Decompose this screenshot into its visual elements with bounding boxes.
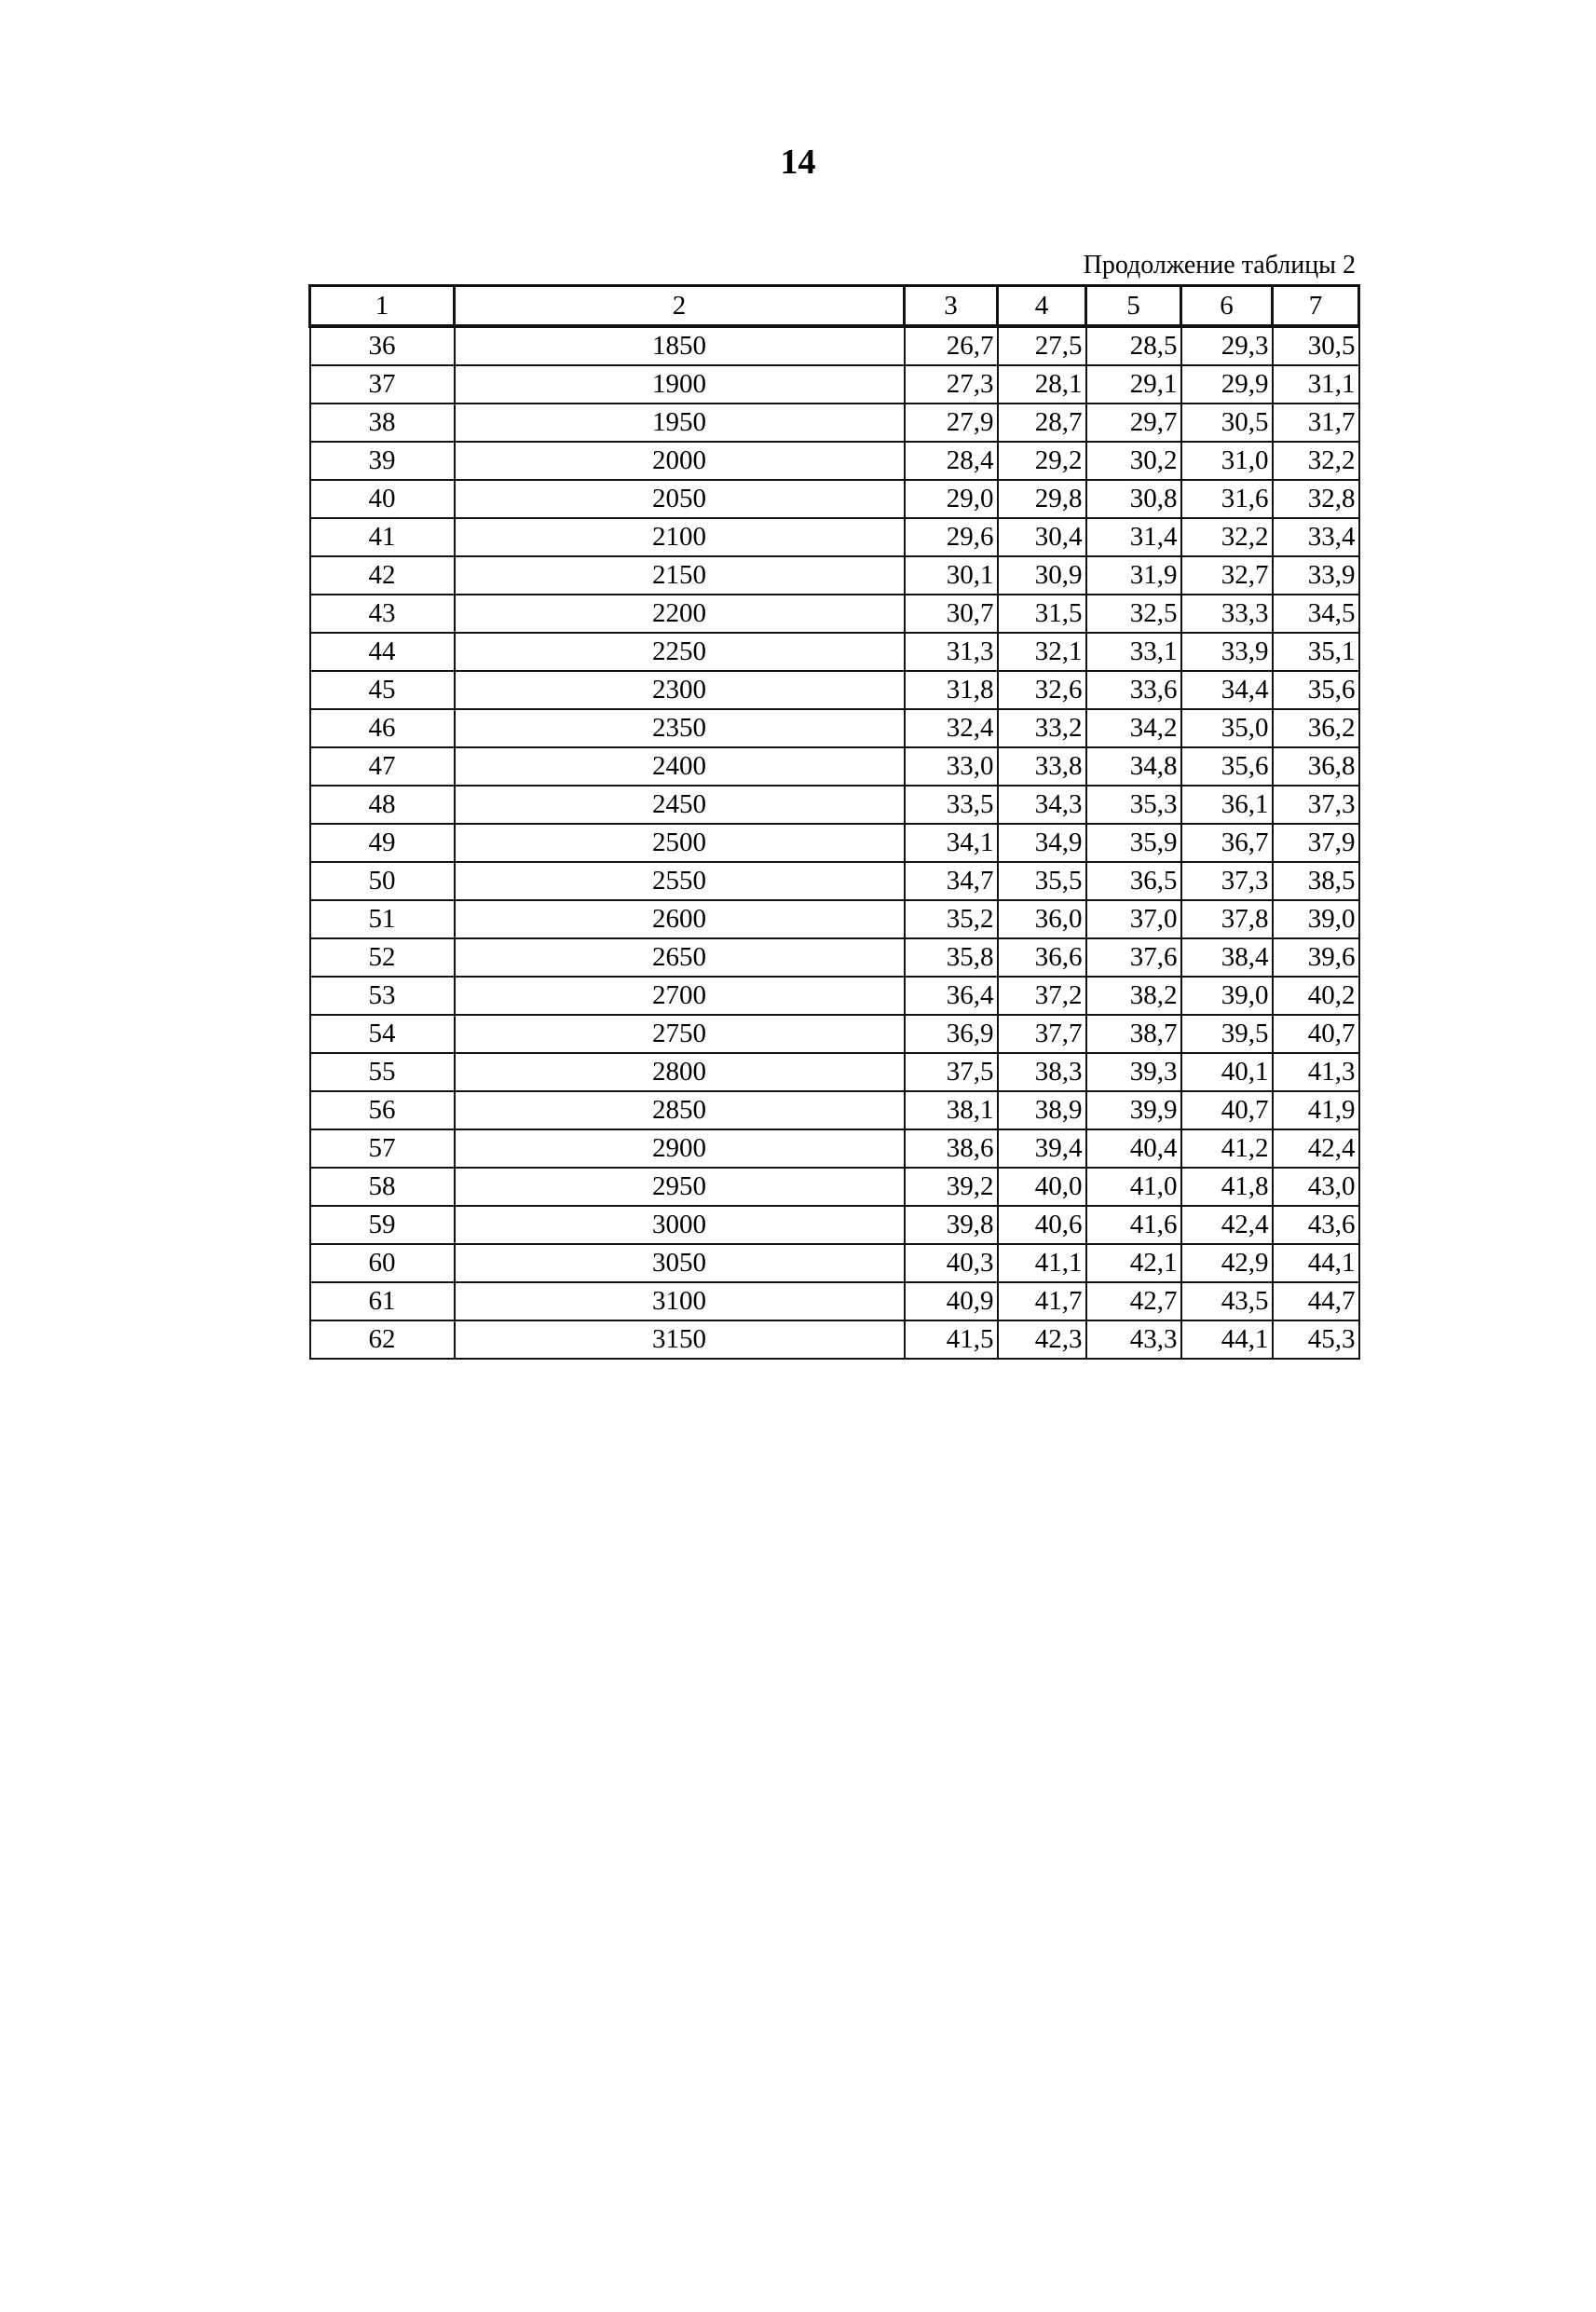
cell-col-7: 38,5	[1273, 862, 1359, 900]
cell-col-7: 37,3	[1273, 786, 1359, 824]
cell-col-1: 61	[310, 1282, 455, 1320]
table-row	[310, 786, 1359, 824]
cell-col-1: 54	[310, 1015, 455, 1053]
cell-col-1: 45	[310, 671, 455, 709]
cell-col-6: 44,1	[1181, 1320, 1273, 1359]
cell-col-5: 41,6	[1086, 1206, 1181, 1244]
cell-col-7: 42,4	[1273, 1129, 1359, 1168]
cell-col-1: 62	[310, 1320, 455, 1359]
cell-col-6: 37,3	[1181, 862, 1273, 900]
cell-col-5: 42,7	[1086, 1282, 1181, 1320]
table-row	[310, 671, 1359, 709]
table-header	[310, 286, 1359, 327]
cell-col-2: 2500	[455, 824, 905, 862]
cell-col-7: 43,6	[1273, 1206, 1359, 1244]
cell-col-4: 29,2	[998, 442, 1086, 480]
cell-col-4: 40,6	[998, 1206, 1086, 1244]
cell-col-1: 41	[310, 518, 455, 556]
cell-col-5: 43,3	[1086, 1320, 1181, 1359]
cell-col-2: 2950	[455, 1168, 905, 1206]
cell-col-3: 30,7	[905, 595, 998, 633]
cell-col-7: 39,0	[1273, 900, 1359, 938]
cell-col-5: 32,5	[1086, 595, 1181, 633]
cell-col-7: 45,3	[1273, 1320, 1359, 1359]
table-row	[310, 326, 1359, 365]
cell-col-3: 30,1	[905, 556, 998, 595]
cell-col-5: 37,0	[1086, 900, 1181, 938]
cell-col-4: 30,9	[998, 556, 1086, 595]
table-row	[310, 1015, 1359, 1053]
cell-col-7: 33,9	[1273, 556, 1359, 595]
table-row	[310, 633, 1359, 671]
cell-col-3: 31,8	[905, 671, 998, 709]
cell-col-3: 34,1	[905, 824, 998, 862]
cell-col-5: 29,1	[1086, 365, 1181, 404]
cell-col-7: 30,5	[1273, 326, 1359, 365]
cell-col-7: 33,4	[1273, 518, 1359, 556]
table-row	[310, 1168, 1359, 1206]
cell-col-2: 3050	[455, 1244, 905, 1282]
cell-col-4: 42,3	[998, 1320, 1086, 1359]
cell-col-5: 31,9	[1086, 556, 1181, 595]
cell-col-7: 40,2	[1273, 977, 1359, 1015]
cell-col-4: 28,1	[998, 365, 1086, 404]
cell-col-5: 36,5	[1086, 862, 1181, 900]
cell-col-6: 42,4	[1181, 1206, 1273, 1244]
cell-col-5: 37,6	[1086, 938, 1181, 977]
cell-col-6: 30,5	[1181, 404, 1273, 442]
cell-col-1: 44	[310, 633, 455, 671]
cell-col-2: 2400	[455, 747, 905, 786]
cell-col-5: 42,1	[1086, 1244, 1181, 1282]
cell-col-4: 38,9	[998, 1091, 1086, 1129]
cell-col-6: 37,8	[1181, 900, 1273, 938]
table-row	[310, 1320, 1359, 1359]
column-header-7: 7	[1273, 286, 1359, 327]
cell-col-5: 29,7	[1086, 404, 1181, 442]
cell-col-6: 32,7	[1181, 556, 1273, 595]
cell-col-1: 43	[310, 595, 455, 633]
cell-col-6: 36,7	[1181, 824, 1273, 862]
cell-col-6: 29,9	[1181, 365, 1273, 404]
cell-col-5: 31,4	[1086, 518, 1181, 556]
cell-col-5: 30,2	[1086, 442, 1181, 480]
table-row	[310, 556, 1359, 595]
table-row	[310, 518, 1359, 556]
cell-col-1: 39	[310, 442, 455, 480]
cell-col-1: 46	[310, 709, 455, 747]
cell-col-6: 35,6	[1181, 747, 1273, 786]
cell-col-3: 33,5	[905, 786, 998, 824]
cell-col-3: 37,5	[905, 1053, 998, 1091]
cell-col-3: 35,8	[905, 938, 998, 977]
cell-col-2: 2750	[455, 1015, 905, 1053]
cell-col-6: 36,1	[1181, 786, 1273, 824]
table-body	[310, 326, 1359, 1359]
cell-col-3: 38,1	[905, 1091, 998, 1129]
data-table	[308, 284, 1360, 1360]
page-number: 14	[780, 143, 816, 182]
cell-col-7: 36,2	[1273, 709, 1359, 747]
table-row	[310, 938, 1359, 977]
cell-col-7: 37,9	[1273, 824, 1359, 862]
table-row	[310, 1244, 1359, 1282]
column-header-4: 4	[998, 286, 1086, 327]
cell-col-3: 35,2	[905, 900, 998, 938]
cell-col-2: 2900	[455, 1129, 905, 1168]
cell-col-6: 42,9	[1181, 1244, 1273, 1282]
cell-col-2: 1850	[455, 326, 905, 365]
cell-col-5: 35,3	[1086, 786, 1181, 824]
table-row	[310, 862, 1359, 900]
cell-col-4: 41,1	[998, 1244, 1086, 1282]
cell-col-5: 38,7	[1086, 1015, 1181, 1053]
cell-col-2: 2450	[455, 786, 905, 824]
column-header-1: 1	[310, 286, 455, 327]
cell-col-7: 43,0	[1273, 1168, 1359, 1206]
cell-col-7: 34,5	[1273, 595, 1359, 633]
table-row	[310, 404, 1359, 442]
cell-col-3: 29,6	[905, 518, 998, 556]
cell-col-5: 28,5	[1086, 326, 1181, 365]
column-header-6: 6	[1181, 286, 1273, 327]
cell-col-7: 44,1	[1273, 1244, 1359, 1282]
cell-col-4: 28,7	[998, 404, 1086, 442]
cell-col-2: 1900	[455, 365, 905, 404]
cell-col-7: 35,6	[1273, 671, 1359, 709]
table-row	[310, 480, 1359, 518]
cell-col-1: 52	[310, 938, 455, 977]
table-row	[310, 442, 1359, 480]
cell-col-1: 60	[310, 1244, 455, 1282]
table-row	[310, 1091, 1359, 1129]
cell-col-3: 41,5	[905, 1320, 998, 1359]
cell-col-5: 41,0	[1086, 1168, 1181, 1206]
table-caption: Продолжение таблицы 2	[1083, 251, 1356, 280]
cell-col-5: 39,3	[1086, 1053, 1181, 1091]
cell-col-6: 41,8	[1181, 1168, 1273, 1206]
table-row	[310, 900, 1359, 938]
cell-col-7: 41,3	[1273, 1053, 1359, 1091]
cell-col-3: 31,3	[905, 633, 998, 671]
cell-col-7: 32,2	[1273, 442, 1359, 480]
table-row	[310, 824, 1359, 862]
cell-col-1: 55	[310, 1053, 455, 1091]
table-row	[310, 1206, 1359, 1244]
cell-col-5: 33,1	[1086, 633, 1181, 671]
cell-col-1: 53	[310, 977, 455, 1015]
cell-col-6: 39,5	[1181, 1015, 1273, 1053]
table-row	[310, 1129, 1359, 1168]
table-row	[310, 1282, 1359, 1320]
cell-col-3: 40,3	[905, 1244, 998, 1282]
cell-col-3: 40,9	[905, 1282, 998, 1320]
cell-col-6: 41,2	[1181, 1129, 1273, 1168]
cell-col-5: 35,9	[1086, 824, 1181, 862]
cell-col-1: 51	[310, 900, 455, 938]
cell-col-6: 38,4	[1181, 938, 1273, 977]
cell-col-2: 2300	[455, 671, 905, 709]
cell-col-5: 38,2	[1086, 977, 1181, 1015]
cell-col-4: 36,0	[998, 900, 1086, 938]
cell-col-3: 28,4	[905, 442, 998, 480]
cell-col-7: 32,8	[1273, 480, 1359, 518]
cell-col-6: 34,4	[1181, 671, 1273, 709]
cell-col-2: 3100	[455, 1282, 905, 1320]
cell-col-7: 31,1	[1273, 365, 1359, 404]
cell-col-3: 32,4	[905, 709, 998, 747]
cell-col-4: 34,9	[998, 824, 1086, 862]
cell-col-4: 33,8	[998, 747, 1086, 786]
cell-col-3: 29,0	[905, 480, 998, 518]
cell-col-3: 36,9	[905, 1015, 998, 1053]
cell-col-7: 40,7	[1273, 1015, 1359, 1053]
cell-col-7: 39,6	[1273, 938, 1359, 977]
column-header-5: 5	[1086, 286, 1181, 327]
cell-col-5: 39,9	[1086, 1091, 1181, 1129]
cell-col-6: 32,2	[1181, 518, 1273, 556]
cell-col-4: 29,8	[998, 480, 1086, 518]
cell-col-2: 2550	[455, 862, 905, 900]
cell-col-1: 40	[310, 480, 455, 518]
cell-col-6: 31,6	[1181, 480, 1273, 518]
cell-col-4: 36,6	[998, 938, 1086, 977]
cell-col-4: 33,2	[998, 709, 1086, 747]
cell-col-2: 2350	[455, 709, 905, 747]
cell-col-5: 30,8	[1086, 480, 1181, 518]
column-header-3: 3	[905, 286, 998, 327]
cell-col-6: 39,0	[1181, 977, 1273, 1015]
cell-col-2: 2000	[455, 442, 905, 480]
cell-col-3: 39,8	[905, 1206, 998, 1244]
cell-col-7: 36,8	[1273, 747, 1359, 786]
cell-col-3: 26,7	[905, 326, 998, 365]
cell-col-3: 36,4	[905, 977, 998, 1015]
cell-col-2: 2850	[455, 1091, 905, 1129]
cell-col-6: 33,9	[1181, 633, 1273, 671]
cell-col-6: 40,1	[1181, 1053, 1273, 1091]
table-row	[310, 1053, 1359, 1091]
cell-col-4: 31,5	[998, 595, 1086, 633]
cell-col-6: 35,0	[1181, 709, 1273, 747]
cell-col-1: 49	[310, 824, 455, 862]
cell-col-1: 48	[310, 786, 455, 824]
cell-col-3: 39,2	[905, 1168, 998, 1206]
cell-col-1: 57	[310, 1129, 455, 1168]
cell-col-1: 42	[310, 556, 455, 595]
cell-col-7: 31,7	[1273, 404, 1359, 442]
cell-col-2: 2700	[455, 977, 905, 1015]
cell-col-2: 2100	[455, 518, 905, 556]
cell-col-4: 27,5	[998, 326, 1086, 365]
cell-col-3: 38,6	[905, 1129, 998, 1168]
cell-col-7: 41,9	[1273, 1091, 1359, 1129]
cell-col-6: 43,5	[1181, 1282, 1273, 1320]
cell-col-1: 36	[310, 326, 455, 365]
cell-col-4: 38,3	[998, 1053, 1086, 1091]
cell-col-4: 37,2	[998, 977, 1086, 1015]
cell-col-3: 27,9	[905, 404, 998, 442]
column-header-2: 2	[455, 286, 905, 327]
cell-col-3: 33,0	[905, 747, 998, 786]
cell-col-1: 47	[310, 747, 455, 786]
table-row	[310, 595, 1359, 633]
cell-col-7: 35,1	[1273, 633, 1359, 671]
cell-col-4: 37,7	[998, 1015, 1086, 1053]
cell-col-1: 58	[310, 1168, 455, 1206]
cell-col-6: 33,3	[1181, 595, 1273, 633]
cell-col-1: 37	[310, 365, 455, 404]
table-row	[310, 709, 1359, 747]
table-row	[310, 977, 1359, 1015]
cell-col-2: 2050	[455, 480, 905, 518]
cell-col-4: 39,4	[998, 1129, 1086, 1168]
cell-col-2: 2150	[455, 556, 905, 595]
cell-col-2: 3000	[455, 1206, 905, 1244]
cell-col-5: 40,4	[1086, 1129, 1181, 1168]
header-row	[310, 286, 1359, 327]
cell-col-4: 34,3	[998, 786, 1086, 824]
cell-col-2: 2250	[455, 633, 905, 671]
cell-col-6: 40,7	[1181, 1091, 1273, 1129]
cell-col-2: 2200	[455, 595, 905, 633]
cell-col-5: 34,8	[1086, 747, 1181, 786]
table-row	[310, 365, 1359, 404]
table-row	[310, 747, 1359, 786]
cell-col-5: 34,2	[1086, 709, 1181, 747]
cell-col-4: 40,0	[998, 1168, 1086, 1206]
cell-col-4: 32,1	[998, 633, 1086, 671]
cell-col-1: 38	[310, 404, 455, 442]
cell-col-2: 2800	[455, 1053, 905, 1091]
cell-col-2: 2650	[455, 938, 905, 977]
cell-col-7: 44,7	[1273, 1282, 1359, 1320]
cell-col-4: 41,7	[998, 1282, 1086, 1320]
cell-col-6: 31,0	[1181, 442, 1273, 480]
cell-col-3: 34,7	[905, 862, 998, 900]
cell-col-6: 29,3	[1181, 326, 1273, 365]
cell-col-3: 27,3	[905, 365, 998, 404]
cell-col-2: 2600	[455, 900, 905, 938]
cell-col-4: 30,4	[998, 518, 1086, 556]
cell-col-2: 3150	[455, 1320, 905, 1359]
cell-col-2: 1950	[455, 404, 905, 442]
cell-col-1: 50	[310, 862, 455, 900]
cell-col-1: 56	[310, 1091, 455, 1129]
cell-col-5: 33,6	[1086, 671, 1181, 709]
cell-col-4: 32,6	[998, 671, 1086, 709]
cell-col-4: 35,5	[998, 862, 1086, 900]
cell-col-1: 59	[310, 1206, 455, 1244]
